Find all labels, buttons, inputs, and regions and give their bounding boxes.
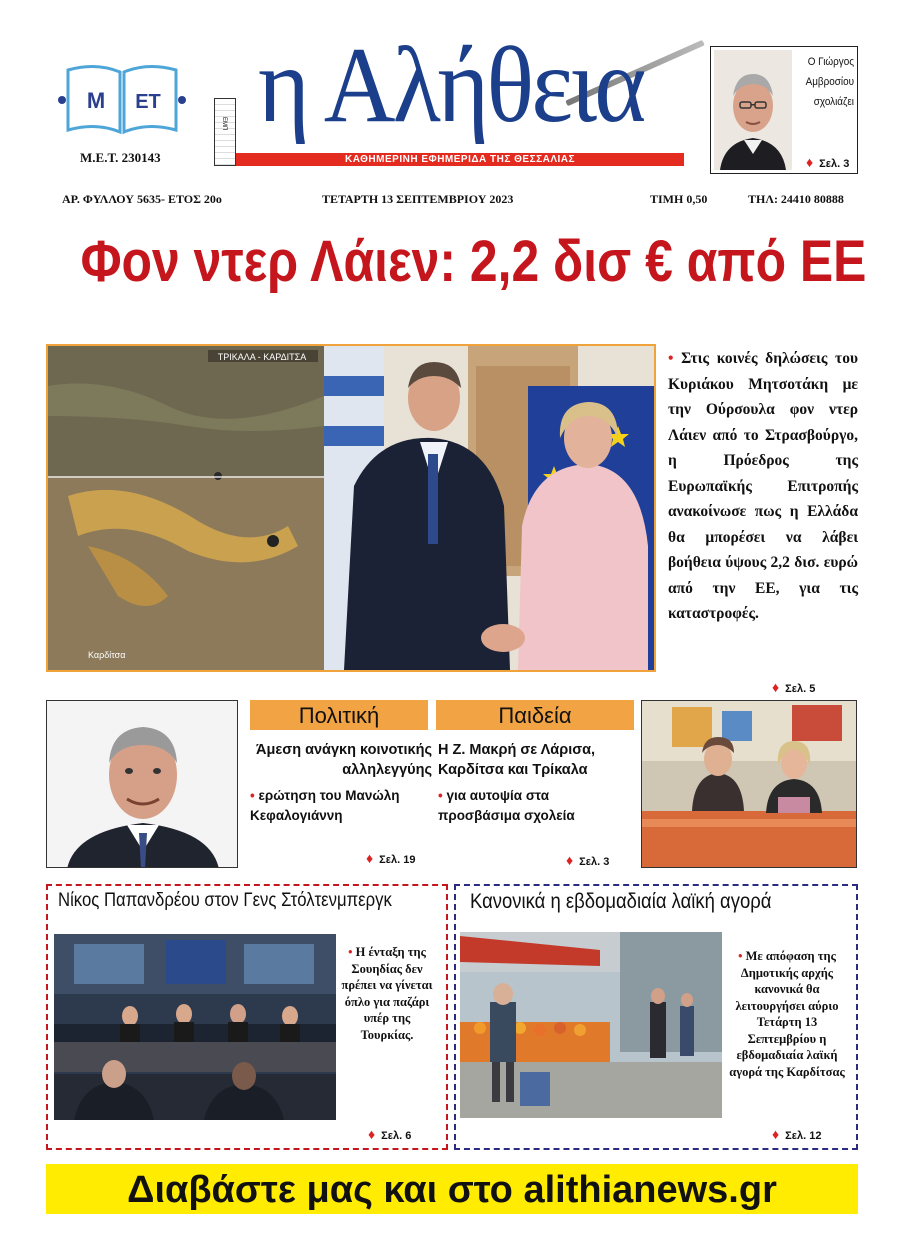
map-caption: Καρδίτσα (88, 650, 126, 660)
education-sub (438, 786, 628, 826)
columnist-photo (714, 50, 792, 170)
market-text (724, 948, 850, 1080)
bullet-icon: • (438, 788, 447, 803)
diamond-icon: ♦ (366, 850, 374, 866)
columnist-line-2: Αμβροσίου (805, 76, 854, 88)
school-visit-photo (641, 700, 857, 868)
politics-sub (250, 786, 432, 826)
lead-text (668, 346, 858, 627)
politics-sub-text: ερώτηση του Μανώλη Κεφαλογιάννη (250, 788, 400, 823)
lead-page-ref-text: Σελ. 5 (785, 683, 816, 695)
papandreou-text (338, 944, 436, 1043)
politician-portrait (46, 700, 238, 868)
papandreou-page-ref[interactable] (368, 1126, 411, 1142)
papandreou-title[interactable]: Νίκος Παπανδρέου στον Γενς Στόλτενμπεργκ (58, 890, 392, 911)
met-logo (58, 62, 186, 138)
politics-page-ref[interactable] (366, 850, 415, 866)
diamond-icon: ♦ (772, 679, 780, 695)
met-logo-left: M (86, 88, 106, 113)
bullet-icon: • (738, 949, 746, 963)
met-code: Μ.Ε.Τ. 230143 (80, 150, 161, 165)
columnist-caption (802, 52, 854, 112)
category-politics[interactable]: Πολιτική (250, 700, 428, 730)
papandreou-text-body: Η ένταξη της Σουηδίας δεν πρέπει να γίνεται όπλο για παζάρι υπέρ της Τουρκίας. (341, 945, 433, 1042)
diamond-icon: ♦ (772, 1126, 780, 1142)
columnist-page-ref[interactable] (806, 154, 849, 170)
market-photo (460, 932, 722, 1118)
papandreou-page-ref-text: Σελ. 6 (381, 1130, 412, 1142)
market-page-ref[interactable] (772, 1126, 821, 1142)
education-sub-text: για αυτοψία στα προσβάσιμα σχολεία (438, 788, 575, 823)
market-title[interactable]: Κανονικά η εβδομαδιαία λαϊκή αγορά (470, 890, 772, 913)
issue-price: ΤΙΜΗ 0,50 (650, 192, 708, 206)
lead-page-ref[interactable] (772, 679, 815, 695)
market-page-ref-text: Σελ. 12 (785, 1130, 822, 1142)
columnist-line-1: Ο Γιώργος (807, 56, 854, 68)
emblem (214, 98, 236, 166)
bullet-icon: • (348, 945, 356, 959)
contact-phone: ΤΗΛ: 24410 80888 (748, 192, 844, 206)
diamond-icon: ♦ (368, 1126, 376, 1142)
issue-date: ΤΕΤΑΡΤΗ 13 ΣΕΠΤΕΜΒΡΙΟΥ 2023 (322, 192, 514, 206)
columnist-page-ref-text: Σελ. 3 (819, 158, 850, 170)
education-page-ref[interactable] (566, 852, 609, 868)
columnist-line-3: σχολιάζει (813, 96, 854, 108)
politics-title[interactable]: Άμεση ανάγκη κοινοτικής αλληλεγγύης (256, 742, 432, 778)
category-education[interactable]: Παιδεία (436, 700, 634, 730)
market-text-body: Με απόφαση της Δημοτικής αρχής κανονικά θα λειτουργήσει αύριο Τετάρτη 13 Σεπτεμβρίου η εβδομαδιαία λαϊκή αγορά της Καρδίτσας (729, 949, 845, 1079)
bullet-icon: • (250, 788, 259, 803)
lead-photo[interactable] (46, 344, 656, 672)
map-label: ΤΡΙΚΑΛΑ - ΚΑΡΔΙΤΣΑ (217, 352, 307, 362)
met-logo-right: ET (135, 91, 161, 113)
parliament-photo (54, 934, 336, 1120)
education-page-ref-text: Σελ. 3 (579, 856, 610, 868)
bullet-icon: • (668, 350, 682, 367)
education-title[interactable]: Η Ζ. Μακρή σε Λάρισα, Καρδίτσα και Τρίκαλα (438, 742, 596, 778)
main-headline[interactable]: Φον ντερ Λάιεν: 2,2 δισ € από ΕΕ (80, 229, 867, 294)
politics-page-ref-text: Σελ. 19 (379, 854, 416, 866)
newspaper-subtitle: ΚΑΘΗΜΕΡΙΝΗ ΕΦΗΜΕΡΙΔΑ ΤΗΣ ΘΕΣΣΑΛΙΑΣ (236, 153, 684, 166)
diamond-icon: ♦ (806, 154, 814, 170)
lead-text-body: Στις κοινές δηλώσεις του Κυριάκου Μητσοτάκη με την Ούρσουλα φον ντερ Λάιεν από το Στρασβούργο, η Πρόεδρος της Ευρωπαϊκής Επιτροπής ανακοίνωσε πως η Ελλάδα θα μπορέσει να λάβει βοήθεια ύψους 2,2 δισ. ευρώ από την ΕΕ, για τις καταστροφές. (668, 350, 858, 622)
website-banner[interactable]: Διαβάστε μας και στο alithianews.gr (46, 1164, 858, 1214)
newspaper-title: η Αλήθεια (258, 26, 644, 145)
diamond-icon: ♦ (566, 852, 574, 868)
emblem-label: ΕΜΠ (221, 117, 227, 131)
issue-number: ΑΡ. ΦΥΛΛΟΥ 5635- ΕΤΟΣ 20ο (62, 192, 222, 206)
